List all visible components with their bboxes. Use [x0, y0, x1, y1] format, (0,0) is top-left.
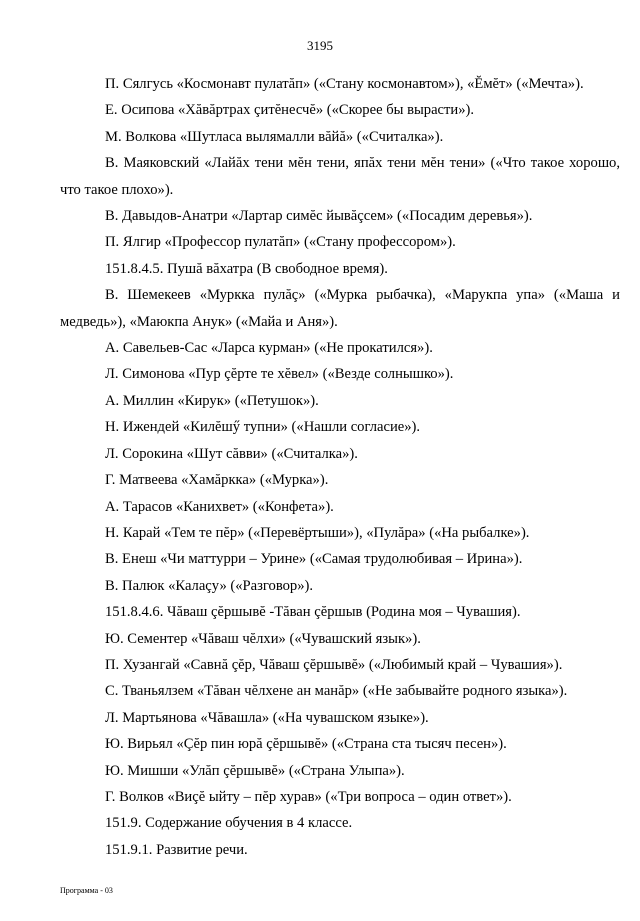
paragraph: Л. Мартьянова «Чăвашла» («На чувашском языке»).	[105, 709, 429, 726]
paragraph: В. Маяковский «Лайăх тени мĕн тени, япăх тени мĕн тени» («Что такое хорошо, что такое плохо»).	[60, 155, 620, 198]
paragraph: Г. Матвеева «Хамăркка» («Мурка»).	[105, 472, 329, 489]
paragraph: А. Миллин «Кирук» («Петушок»).	[105, 392, 319, 409]
paragraph: Н. Ижендей «Килĕшӳ тупни» («Нашли согласие»).	[105, 419, 421, 436]
paragraph: В. Шемекеев «Муркка пулăç» («Мурка рыбачка), «Марукпа упа» («Маша и медведь»), «Маюкпа Анук» («Майа и Аня»).	[60, 287, 620, 330]
paragraph: П. Хузангай «Савнă çĕр, Чăваш çĕршывĕ» («Любимый край – Чувашия»).	[105, 656, 563, 673]
paragraph: А. Савельев-Сас «Ларса курман» («Не прокатился»).	[105, 340, 433, 357]
paragraph: М. Волкова «Шутласа вылямалли вăйă» («Считалка»).	[105, 128, 444, 145]
paragraph: В. Давыдов-Анатри «Лартар симĕс йывăçсем» («Посадим деревья»).	[105, 208, 533, 225]
page-footer: Программа - 03	[60, 886, 113, 895]
document-body	[60, 71, 620, 863]
paragraph: Л. Сорокина «Шут сăвви» («Считалка»).	[105, 445, 358, 462]
paragraph: П. Сялгусь «Космонавт пулатăп» («Стану космонавтом»), «Ĕмĕт» («Мечта»).	[105, 76, 584, 92]
paragraph: Н. Карай «Тем те пĕр» («Перевёртыши»), «Пулăра» («На рыбалке»).	[105, 524, 530, 541]
paragraph: Е. Осипова «Хăвăртрах çитĕнесчĕ» («Скорее бы вырасти»).	[105, 102, 475, 119]
paragraph: Л. Симонова «Пур çĕрте те хĕвел» («Везде солнышко»).	[105, 366, 454, 383]
section-heading: 151.8.4.5. Пушă вăхатра (В свободное время).	[105, 260, 388, 277]
section-heading: 151.9. Содержание обучения в 4 классе.	[105, 815, 353, 832]
paragraph: В. Палюк «Калаçу» («Разговор»).	[105, 577, 314, 594]
paragraph: С. Тваньялзем «Тăван чĕлхене ан манăр» («Не забывайте родного языка»).	[105, 683, 568, 700]
paragraph: Ю. Мишши «Улăп çĕршывĕ» («Страна Улыпа»).	[105, 762, 405, 779]
paragraph: В. Енеш «Чи маттурри – Урине» («Самая трудолюбивая – Ирина»).	[105, 551, 523, 568]
section-heading: 151.8.4.6. Чăваш çĕршывĕ -Тăван çĕршыв (Родина моя – Чувашия).	[105, 604, 521, 621]
paragraph: Ю. Вирьял «Çĕр пин юрă çĕршывĕ» («Страна ста тысяч песен»).	[105, 736, 507, 753]
section-heading: 151.9.1. Развитие речи.	[105, 841, 248, 858]
paragraph: П. Ялгир «Профессор пулатăп» («Стану профессором»).	[105, 234, 456, 251]
paragraph: Ю. Сементер «Чăваш чĕлхи» («Чувашский язык»).	[105, 630, 421, 647]
paragraph: А. Тарасов «Канихвет» («Конфета»).	[105, 498, 334, 515]
page-number: 3195	[307, 38, 333, 53]
paragraph: Г. Волков «Виçĕ ыйту – пĕр хурав» («Три вопроса – один ответ»).	[105, 788, 512, 805]
